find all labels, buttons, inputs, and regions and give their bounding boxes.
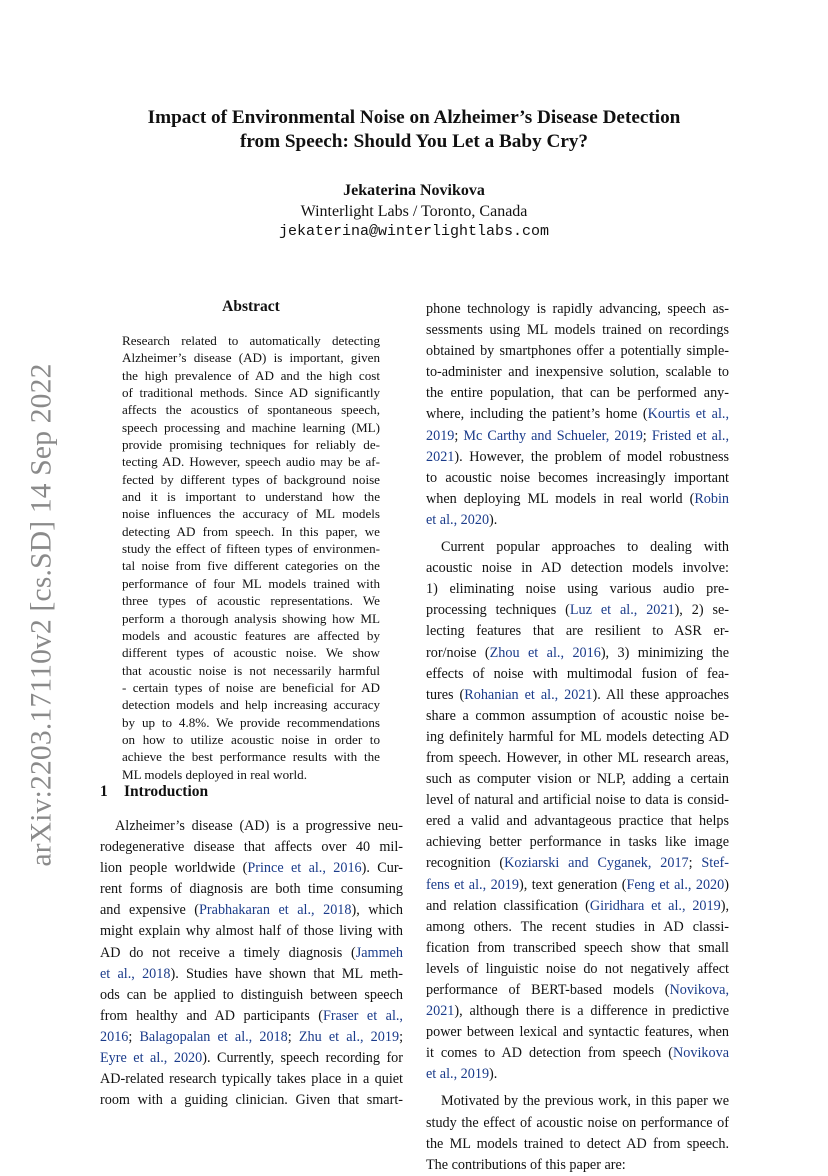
text-run: and relation classification ( bbox=[426, 897, 590, 914]
text-line bbox=[100, 858, 403, 879]
text-run: ; bbox=[642, 427, 652, 444]
text-run: ). bbox=[489, 1066, 498, 1083]
abstract-line: on how to utilize acoustic noise in order to bbox=[122, 731, 380, 747]
text-run: Motivated by the previous work, in this paper we bbox=[441, 1093, 729, 1110]
citation-link[interactable]: Rohanian et al., 2021 bbox=[464, 686, 593, 703]
author-name: Jekaterina Novikova bbox=[343, 182, 485, 199]
section-heading-introduction bbox=[100, 782, 402, 802]
text-line bbox=[100, 1048, 403, 1069]
text-line bbox=[426, 1022, 729, 1043]
title-line: Impact of Environmental Noise on Alzheimer’s Disease Detection bbox=[147, 107, 681, 128]
citation-link[interactable]: et al., 2019 bbox=[426, 1066, 490, 1083]
abstract-line: different types of acoustic noise. We show bbox=[122, 645, 380, 661]
text-line bbox=[426, 917, 729, 938]
text-run: levels of linguistic noise do not negatively affect bbox=[426, 960, 729, 977]
abstract-line: that acoustic noise is not necessarily harmful bbox=[122, 662, 380, 678]
text-line bbox=[426, 1155, 729, 1176]
text-line bbox=[100, 943, 403, 964]
citation-link[interactable]: 2019 bbox=[426, 427, 455, 444]
text-run: rodegenerative disease that affects over 40 mil- bbox=[100, 839, 403, 856]
citation-link[interactable]: Novikova bbox=[673, 1045, 729, 1062]
text-run: ered a valid and advantageous practice that helps bbox=[426, 813, 729, 830]
text-run: lecting features that are resilient to ASR er- bbox=[426, 623, 729, 640]
text-run: ). All these approaches bbox=[592, 686, 729, 703]
text-run: ing definitely harmful for ML models detecting AD bbox=[426, 728, 729, 745]
abstract-line: affects the acoustics of spontaneous speech, bbox=[122, 402, 380, 418]
citation-link[interactable]: Fristed et al., bbox=[651, 427, 730, 444]
text-run: from healthy and AD participants ( bbox=[100, 1007, 323, 1024]
text-line bbox=[426, 341, 729, 362]
abstract-line: detection models and help increasing accuracy bbox=[122, 697, 380, 713]
text-line bbox=[100, 879, 403, 900]
text-line bbox=[426, 489, 729, 510]
text-line bbox=[426, 537, 729, 558]
citation-link[interactable]: Jammeh bbox=[355, 944, 403, 961]
text-run: AD do not receive a timely diagnosis ( bbox=[100, 944, 356, 961]
citation-link[interactable]: 2021 bbox=[426, 448, 455, 465]
abstract-line: speech processing and machine learning (ML) bbox=[122, 419, 380, 435]
abstract-line: three types of acoustic representations. We bbox=[122, 593, 380, 609]
text-run: among others. The recent studies in AD classi- bbox=[426, 918, 729, 935]
text-line bbox=[426, 1001, 729, 1022]
text-run: ; bbox=[128, 1028, 140, 1045]
abstract-line: achieve the best performance results with the bbox=[122, 749, 380, 765]
citation-link[interactable]: Balagopalan et al., 2018 bbox=[139, 1028, 288, 1045]
abstract-line: performance of four ML models trained with bbox=[122, 575, 380, 591]
text-line bbox=[426, 447, 729, 468]
text-run: share a common assumption of acoustic noise be- bbox=[426, 707, 729, 724]
text-line bbox=[426, 299, 729, 320]
text-line bbox=[426, 426, 729, 447]
citation-link[interactable]: Zhu et al., 2019 bbox=[298, 1028, 400, 1045]
text-run: ), 2) se- bbox=[674, 602, 730, 619]
citation-link[interactable]: Mc Carthy and Schueler, 2019 bbox=[463, 427, 643, 444]
text-line bbox=[100, 900, 403, 921]
text-run: ; bbox=[399, 1028, 404, 1045]
citation-link[interactable]: et al., 2020 bbox=[426, 511, 490, 528]
text-line bbox=[100, 964, 403, 985]
citation-link[interactable]: Robin bbox=[694, 490, 729, 507]
text-run: ). However, the problem of model robustness bbox=[454, 448, 729, 465]
abstract-line: Alzheimer’s disease (AD) is important, given bbox=[122, 350, 380, 366]
citation-link[interactable]: Giridhara et al., 2019 bbox=[589, 897, 721, 914]
text-line bbox=[426, 558, 729, 579]
text-run: might explain why almost half of those living with bbox=[100, 923, 403, 940]
text-line bbox=[426, 320, 729, 341]
text-line bbox=[426, 621, 729, 642]
text-run: ; bbox=[688, 855, 702, 872]
text-line bbox=[426, 664, 729, 685]
text-run: performance of BERT-based models ( bbox=[426, 982, 670, 998]
text-line bbox=[426, 706, 729, 727]
text-line bbox=[426, 468, 729, 489]
text-run: achieving better performance in tasks like image bbox=[426, 834, 729, 851]
abstract-line: of traditional methods. Since AD significantly bbox=[122, 385, 380, 401]
right-column-body bbox=[426, 299, 729, 1176]
abstract-line: perform a thorough analysis showing how ML bbox=[122, 610, 380, 626]
text-run: recognition ( bbox=[426, 855, 505, 872]
text-run: Current popular approaches to dealing with bbox=[441, 539, 729, 556]
text-run: ; bbox=[287, 1028, 299, 1045]
abstract-line: provide promising techniques for reliably de- bbox=[122, 437, 380, 453]
abstract-line: and it is important to understand how the bbox=[122, 489, 380, 505]
arxiv-identifier-stamp bbox=[22, 363, 62, 867]
text-line bbox=[426, 811, 729, 832]
abstract-line: ML models deployed in real world. bbox=[122, 766, 307, 782]
text-run: Alzheimer’s disease (AD) is a progressive neu- bbox=[115, 818, 403, 834]
citation-link[interactable]: 2021 bbox=[426, 1003, 455, 1020]
citation-link[interactable]: Zhou et al., 2016 bbox=[489, 644, 601, 661]
text-run: to-administer and inexpensive solution, scalable to bbox=[426, 364, 729, 381]
text-run: power between lexical and syntactic features, when bbox=[426, 1024, 729, 1041]
text-run: ). Studies have shown that ML meth- bbox=[170, 965, 403, 982]
text-line bbox=[426, 404, 729, 425]
citation-link[interactable]: Koziarski and Cyganek, 2017 bbox=[504, 855, 689, 872]
text-run: ), text generation ( bbox=[518, 876, 627, 893]
abstract-heading: Abstract bbox=[222, 298, 280, 315]
abstract-line: Research related to automatically detecting bbox=[122, 333, 380, 348]
text-run: lion people worldwide ( bbox=[100, 860, 248, 877]
text-run: phone technology is rapidly advancing, speech as- bbox=[426, 301, 729, 317]
abstract-body bbox=[122, 332, 380, 783]
text-run: and expensive ( bbox=[100, 902, 200, 919]
text-run: ; bbox=[454, 427, 464, 444]
text-run: where, including the patient’s home ( bbox=[426, 406, 648, 423]
arxiv-identifier: arXiv:2203.17110v2 [cs.SD] 14 Sep 2022 bbox=[25, 363, 58, 867]
text-run: level of natural and artificial noise to data is consid- bbox=[426, 792, 729, 809]
citation-link[interactable]: fens et al., 2019 bbox=[426, 876, 519, 893]
text-run: sessments using ML models trained on recordings bbox=[426, 322, 729, 339]
citation-link[interactable]: Feng et al., 2020 bbox=[626, 876, 725, 893]
text-line bbox=[426, 579, 729, 600]
abstract-line: the high prevalence of AD and the high cost bbox=[122, 367, 380, 383]
text-run: room with a guiding clinician. Given that smart- bbox=[100, 1092, 403, 1109]
text-line bbox=[426, 896, 729, 917]
text-run: ), although there is a difference in predictive bbox=[454, 1003, 729, 1020]
text-line bbox=[100, 985, 403, 1006]
text-run: it comes to AD detection from speech ( bbox=[426, 1045, 674, 1062]
paper-title bbox=[100, 106, 728, 154]
text-line bbox=[426, 980, 729, 1001]
text-line bbox=[426, 790, 729, 811]
text-run: ror/noise ( bbox=[426, 644, 490, 661]
text-line bbox=[426, 1134, 729, 1155]
text-line bbox=[100, 1006, 403, 1027]
text-line bbox=[426, 727, 729, 748]
text-line bbox=[426, 748, 729, 769]
title-line: from Speech: Should You Let a Baby Cry? bbox=[239, 131, 589, 152]
author-affiliation: Winterlight Labs / Toronto, Canada bbox=[300, 203, 528, 220]
text-run: rent forms of diagnosis are both time consuming bbox=[100, 881, 403, 898]
citation-link[interactable]: Eyre et al., 2020 bbox=[100, 1050, 203, 1067]
text-run: tures ( bbox=[426, 686, 465, 703]
abstract-line: study the effect of fifteen types of environmen- bbox=[122, 541, 380, 557]
text-line bbox=[426, 959, 729, 980]
text-run: to acoustic noise becomes increasingly important bbox=[426, 469, 729, 486]
text-line bbox=[100, 1090, 403, 1111]
text-run: 1) eliminating noise using various audio pre- bbox=[426, 581, 729, 598]
abstract-line: noise influences the accuracy of ML models bbox=[122, 506, 380, 522]
text-line bbox=[426, 875, 729, 896]
text-run: ) bbox=[724, 876, 729, 893]
citation-link[interactable]: Novikova, bbox=[669, 982, 729, 998]
text-run: acoustic noise in AD detection models involve: bbox=[426, 560, 729, 577]
citation-link[interactable]: Prince et al., 2016 bbox=[247, 860, 362, 877]
text-line bbox=[100, 921, 403, 942]
text-line bbox=[100, 1027, 403, 1048]
text-run: when deploying ML models in real world ( bbox=[426, 490, 695, 507]
text-run: ), 3) minimizing the bbox=[600, 644, 729, 661]
text-line bbox=[426, 1064, 729, 1085]
citation-link[interactable]: Prabhakaran et al., 2018 bbox=[199, 902, 352, 919]
text-run: ), which bbox=[351, 902, 403, 919]
citation-link[interactable]: Luz et al., 2021 bbox=[569, 602, 675, 619]
text-run: such as computer vision or NLP, adding a certain bbox=[426, 771, 729, 788]
abstract-line: detecting AD from speech. In this paper, we bbox=[122, 523, 380, 539]
citation-link[interactable]: Stef- bbox=[701, 855, 729, 872]
text-line bbox=[426, 853, 729, 874]
citation-link[interactable]: Kourtis et al., bbox=[647, 406, 729, 423]
text-run: ). bbox=[489, 511, 498, 528]
text-run: obtained by smartphones offer a potentially simple- bbox=[426, 343, 729, 360]
text-line bbox=[426, 643, 729, 664]
abstract-line: tal noise from five different categories on the bbox=[122, 558, 380, 574]
left-column-body bbox=[100, 816, 403, 1111]
text-line bbox=[426, 769, 729, 790]
text-line bbox=[426, 1043, 729, 1064]
author-email: jekaterina@winterlightlabs.com bbox=[278, 223, 550, 240]
section-number: 1 bbox=[100, 783, 108, 800]
text-run: ). Currently, speech recording for bbox=[202, 1050, 403, 1067]
text-run: The contributions of this paper are: bbox=[426, 1156, 626, 1173]
text-line bbox=[426, 938, 729, 959]
abstract-line: tecting AD. However, speech audio may be af- bbox=[122, 454, 380, 470]
text-line bbox=[426, 1113, 729, 1134]
text-run: the entire population, that can be performed any- bbox=[426, 385, 729, 402]
text-line bbox=[426, 383, 729, 404]
section-title: Introduction bbox=[124, 783, 209, 800]
text-run: ods can be applied to distinguish between speech bbox=[100, 986, 403, 1003]
text-line bbox=[426, 362, 729, 383]
text-line bbox=[426, 600, 729, 621]
abstract-line: models and acoustic features are affected by bbox=[122, 627, 380, 643]
text-run: ). Cur- bbox=[361, 860, 403, 877]
text-run: study the effect of acoustic noise on performance of bbox=[426, 1114, 729, 1131]
abstract-line: fected by different types of background noise bbox=[122, 471, 380, 487]
text-line bbox=[426, 832, 729, 853]
text-line bbox=[100, 816, 403, 837]
abstract-line: by up to 4.8%. We provide recommendations bbox=[122, 714, 380, 730]
citation-link[interactable]: et al., 2018 bbox=[100, 965, 171, 982]
text-run: from speech. However, in other ML research areas, bbox=[426, 749, 729, 766]
text-line bbox=[426, 510, 729, 531]
citation-link[interactable]: 2016 bbox=[100, 1028, 129, 1045]
text-line bbox=[100, 1069, 403, 1090]
text-line bbox=[100, 837, 403, 858]
text-run: processing techniques ( bbox=[426, 602, 570, 619]
text-run: the ML models trained to detect AD from speech. bbox=[426, 1135, 729, 1152]
citation-link[interactable]: Fraser et al., bbox=[322, 1007, 403, 1024]
text-line bbox=[426, 685, 729, 706]
text-run: AD-related research typically takes place in a quiet bbox=[100, 1071, 403, 1088]
text-run: effects of noise with multimodal fusion of fea- bbox=[426, 665, 729, 682]
abstract-line: - certain types of noise are beneficial for AD bbox=[122, 679, 380, 695]
text-run: ), bbox=[720, 897, 729, 914]
text-run: fication from transcribed speech show that small bbox=[426, 939, 729, 956]
text-line bbox=[426, 1091, 729, 1112]
